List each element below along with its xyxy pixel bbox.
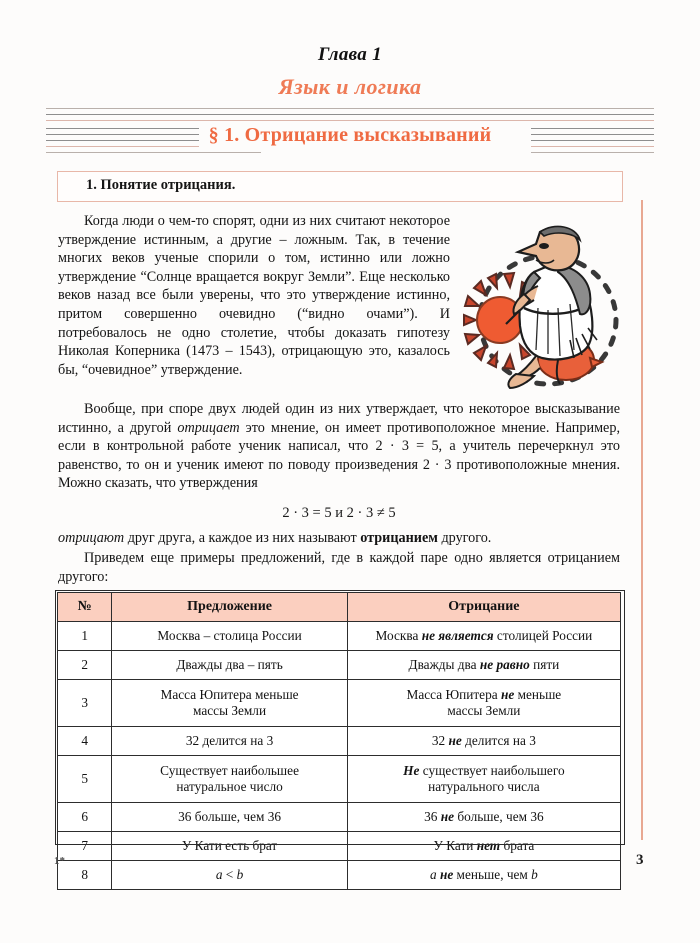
cell-row-number: 3 [58,680,112,727]
paragraph-definition [58,529,620,548]
table-row [58,832,621,861]
cell-row-number: 7 [58,832,112,861]
copernicus-figure-svg [462,208,634,398]
section-title-text: § 1. Отрицание высказываний [199,124,502,147]
para3-bold-term: отрицанием [360,530,438,546]
cell-statement: 32 делится на 3 [112,727,347,756]
para2-part-a: Вообще, при споре двух людей один из них утверждает, что некоторое высказывание истинно, а другой [58,401,620,436]
cell-negation: 32 не делится на 3 [347,727,620,756]
cell-statement: a < b [112,861,347,890]
page-number: 3 [636,852,644,868]
cell-row-number: 6 [58,803,112,832]
cell-negation: У Кати нет брата [347,832,620,861]
table-row [58,622,621,651]
table-body [58,622,621,890]
formula-line: 2 · 3 = 5 и 2 · 3 ≠ 5 [282,505,396,521]
chapter-number: Глава 1 [318,44,382,65]
table-header-row [58,593,621,622]
column-header-negation: Отрицание [347,593,620,622]
rule-line [46,120,654,121]
table-row [58,861,621,890]
table-row [58,756,621,803]
copernicus-illustration [462,208,634,398]
paragraph-intro: Когда люди о чем-то спорят, одни из них считают некоторое утверждение истинным, а другие – ложным. Так, в течение многих веков ученые спорили о том, истинно или ложно утверждение “Солнце вращается вокруг Земли”. Еще несколько веков назад все были уверены, что это утверждение истинно, притом совершенно очевидно (“видно очами”). И потребовалось не одно столетие, чтобы доказать гипотезу Николая Коперника (1473 – 1543), отрицающую это, казалось бы, “очевидное” утверждение. [58,213,450,378]
rule-line [46,114,654,115]
para2-emphasis: отрицает [177,419,240,436]
cell-negation: Масса Юпитера не меньше массы Земли [347,680,620,727]
cell-negation: Дважды два не равно пяти [347,651,620,680]
right-margin-rule [641,200,643,840]
cell-statement: У Кати есть брат [112,832,347,861]
paragraph-examples-lead: Приведем еще примеры предложений, где в каждой паре одно является отрицанием другого: [58,550,620,585]
cell-row-number: 2 [58,651,112,680]
para2-part-b: это мнение, он имеет противоположное мнение. Например, если в контрольной работе ученик написал, что 2 · 3 = 5, а учитель перечеркнул это равенство, то он и ученик имеют по поводу произведения 2 · 3 противоположные мнения. Можно сказать, что утверждения [58,419,620,492]
table-row [58,680,621,727]
rule-line [46,108,654,109]
subsection-title: 1. Понятие отрицания. [86,177,236,193]
negation-examples-table [57,592,621,890]
column-header-number: № [58,593,112,622]
cell-row-number: 5 [58,756,112,803]
figure-head [518,226,580,270]
para3-part-b: другого. [437,530,492,546]
cell-negation: Москва не является столицей России [347,622,620,651]
table-row [58,727,621,756]
section-title [46,124,654,147]
para3-emphasis: отрицают [58,530,125,546]
cell-statement: 36 больше, чем 36 [112,803,347,832]
rule-line [46,152,261,153]
subsection-header-box [57,171,623,202]
cell-negation: 36 не больше, чем 36 [347,803,620,832]
cell-statement: Масса Юпитера меньше массы Земли [112,680,347,727]
cell-statement: Существует наибольшее натуральное число [112,756,347,803]
cell-negation: Не существует наибольшего натурального числа [347,756,620,803]
rule-line [531,152,654,153]
paragraph-argument [58,400,620,493]
column-header-statement: Предложение [112,593,347,622]
cell-row-number: 8 [58,861,112,890]
chapter-title: Язык и логика [278,74,422,99]
cell-negation: a не меньше, чем b [347,861,620,890]
cell-row-number: 4 [58,727,112,756]
cell-row-number: 1 [58,622,112,651]
para3-part-a: друг друга, а каждое из них называют [124,530,361,546]
cell-statement: Дважды два – пять [112,651,347,680]
cell-statement: Москва – столица России [112,622,347,651]
section-header-band [46,108,654,166]
table-row [58,803,621,832]
table-row [58,651,621,680]
figure-body [520,266,597,360]
footer-signature-mark: 1* [54,855,65,867]
